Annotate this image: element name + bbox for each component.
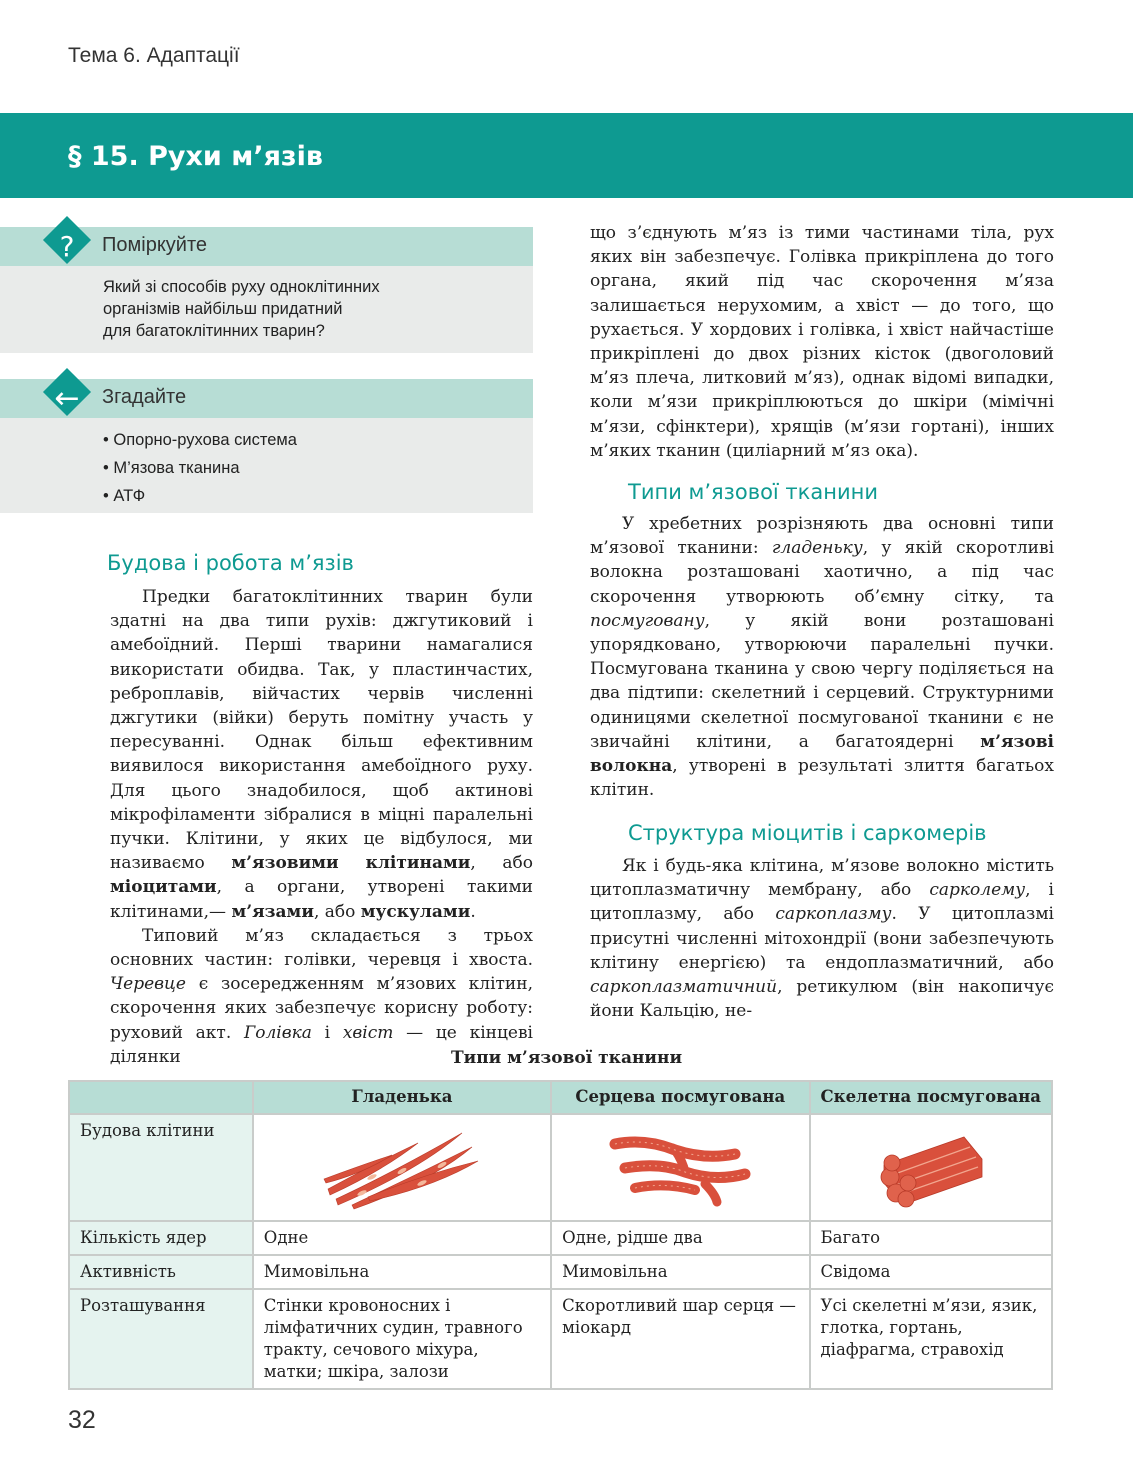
title-band	[0, 113, 1133, 198]
table-header-cell: Скелетна посмугована	[810, 1081, 1052, 1114]
smooth-muscle-illustration	[322, 1125, 482, 1211]
table-header-cell: Серцева посмугована	[551, 1081, 809, 1114]
table-cell: Свідома	[810, 1255, 1052, 1289]
question-icon: ?	[59, 230, 75, 263]
list-item: • АТФ	[103, 485, 297, 513]
recall-box-header	[0, 379, 533, 418]
table-header-cell	[69, 1081, 253, 1114]
page-number: 32	[68, 1406, 96, 1434]
heading-muscle-types: Типи м’язової тканини	[628, 480, 878, 504]
think-box	[0, 227, 533, 353]
table-caption: Типи м’язової тканини	[450, 1048, 683, 1068]
table-cell: Усі скелетні м’язи, язик, глотка, гортань, діафрагма, стравохід	[810, 1289, 1052, 1389]
list-item: • Опорно-рухова система	[103, 429, 297, 457]
table-cell: Стінки кровоносних і лімфатичних судин, травного тракту, сечового міхура, матки; шкіра, залози	[253, 1289, 551, 1389]
row-label: Кількість ядер	[69, 1221, 253, 1255]
left-column	[110, 585, 533, 1069]
table-row	[69, 1255, 1052, 1289]
table-cell: Мимовільна	[253, 1255, 551, 1289]
arrow-left-icon: ←	[54, 381, 80, 416]
skeletal-muscle-illustration	[866, 1125, 996, 1211]
list-item: • М’язова тканина	[103, 457, 297, 485]
right-column	[590, 221, 1054, 463]
recall-list	[103, 429, 297, 513]
heading-structure-work: Будова і робота м’язів	[107, 551, 354, 575]
think-box-header	[0, 227, 533, 266]
paragraph: Предки багатоклітинних тварин були здатні на два типи рухів: джгутиковий і амебоїдний. Перші тварини намагалися використати обидва. Так, у пластинчастих, реброплавів, війчастих червів численні джгутики (війки) беруть помітну участь у пересуванні. Однак більш ефективним виявилося використання амебоїдного руху. Для цього знадобилося, щоб актинові мікрофіламенти зібралися в міцні паралельні пучки. Клітини, у яких це відбулося, ми називаємо м’язовими клітинами, або міоцитами, а органи, утворені такими клітинами,— м’язами, або мускулами.	[110, 587, 533, 922]
image-cell	[551, 1114, 809, 1221]
section-title: § 15. Рухи м’язів	[68, 141, 323, 172]
table-row	[69, 1289, 1052, 1389]
right-column-types	[590, 512, 1054, 802]
think-box-question: Який зі способів руху одноклітинних організмів найбільш придатний для багатоклітинних тварин?	[103, 278, 380, 340]
right-column-structure	[590, 854, 1054, 1023]
table-row	[69, 1221, 1052, 1255]
paragraph: У хребетних розрізняють два основні типи м’язової тканини: гладеньку, у якій скоротливі волокна розташовані хаотично, а під час скорочення утворюють об’ємну сітку, та посмуговану, у якій вони розташовані упорядковано, утворюючи паралельні пучки. Посмугована тканина у свою чергу поділяється на два підтипи: скелетний і серцевий. Структурними одиницями скелетної посмугованої тканини є не звичайні клітини, а багатоядерні м’язові волокна, утворені в результаті злиття багатьох клітин.	[590, 514, 1055, 801]
table-cell: Одне, рідше два	[551, 1221, 809, 1255]
table-header-row	[69, 1081, 1052, 1114]
row-label: Активність	[69, 1255, 253, 1289]
paragraph: Типовий м’яз складається з трьох основних частин: голівки, черевця і хвоста. Черевце є зосередженням м’язових клітин, скорочення яких забезпечує корисну роботу: руховий акт. Голівка і хвіст — це кінцеві ділянки	[110, 925, 533, 1067]
paragraph: Як і будь-яка клітина, м’язове волокно містить цитоплазматичну мембрану, або сарколему, і цитоплазму, або саркоплазму. У цитоплазмі присутні численні мітохондрії (вони забезпечують клітину енергією) та ендоплазматичний, або саркоплазматичний, ретикулюм (він накопичує йони Кальцію, не-	[590, 856, 1054, 1022]
image-cell	[810, 1114, 1052, 1221]
table-cell: Багато	[810, 1221, 1052, 1255]
table-header-cell: Гладенька	[253, 1081, 551, 1114]
table-cell: Мимовільна	[551, 1255, 809, 1289]
recall-box-title: Згадайте	[102, 386, 187, 408]
think-box-title: Поміркуйте	[102, 234, 208, 256]
muscle-types-table	[68, 1080, 1053, 1390]
row-label: Розташування	[69, 1289, 253, 1389]
heading-myocyte-structure: Структура міоцитів і саркомерів	[628, 821, 987, 845]
row-label: Будова клітини	[69, 1114, 253, 1221]
recall-box	[0, 379, 533, 513]
running-head: Тема 6. Адаптації	[68, 44, 240, 67]
image-cell	[253, 1114, 551, 1221]
cardiac-muscle-illustration	[605, 1128, 755, 1208]
table-cell: Одне	[253, 1221, 551, 1255]
table-row	[69, 1114, 1052, 1221]
paragraph: що з’єднують м’яз із тими частинами тіла, рух яких він забезпечує. Голівка прикріплена до того органа, який під час скорочення м’яза залишається нерухомим, а хвіст — до того, що рухається. У хордових і голівка, і хвіст найчастіше прикріплені до двох різних кісток (двоголовий м’яз плеча, литковий м’яз), однак відомі випадки, коли м’язи прикріплюються до шкіри (мімічні м’язи, сфінктери), хрящів (м’язи гортані), інших м’яких тканин (циліарний м’яз ока).	[590, 223, 1054, 461]
table-cell: Скоротливий шар серця — міокард	[551, 1289, 809, 1389]
